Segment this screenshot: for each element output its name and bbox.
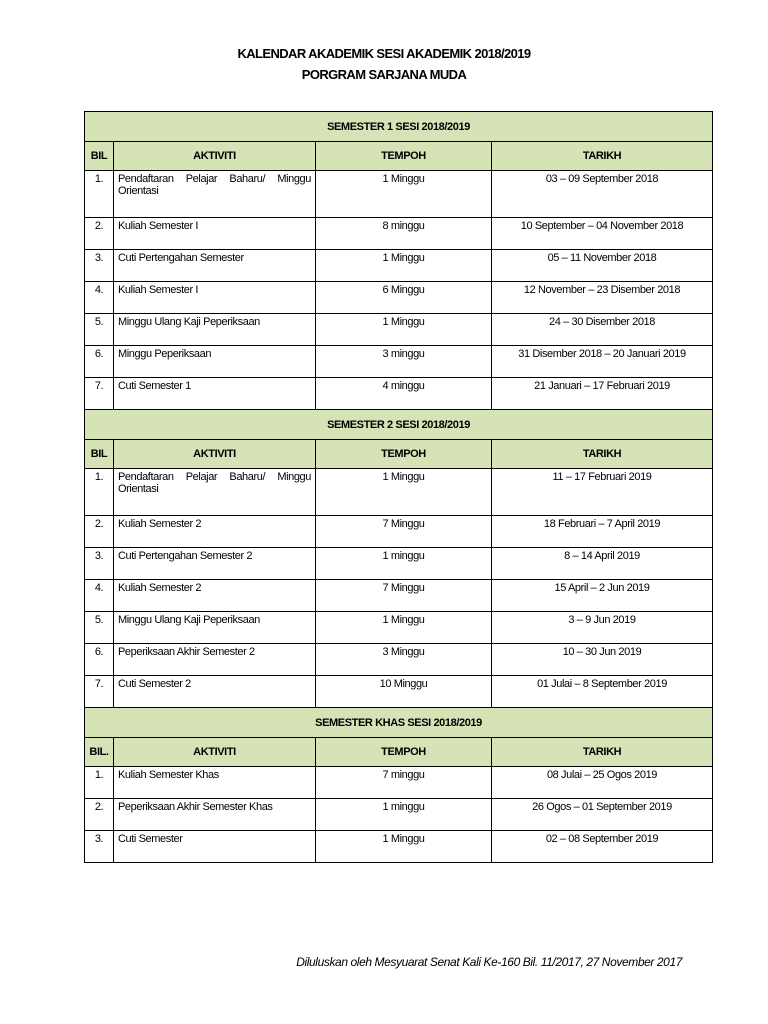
cell-aktiviti: Cuti Pertengahan Semester 2 bbox=[114, 548, 316, 580]
table-row bbox=[85, 282, 713, 314]
table-row bbox=[85, 580, 713, 612]
column-header-bil: BIL. bbox=[85, 738, 114, 767]
cell-aktiviti: Pendaftaran Pelajar Baharu/ Minggu Orientasi bbox=[114, 469, 316, 516]
cell-tempoh: 3 Minggu bbox=[316, 644, 492, 676]
table-row bbox=[85, 767, 713, 799]
cell-bil: 5. bbox=[85, 612, 114, 644]
section-heading: SEMESTER 2 SESI 2018/2019 bbox=[85, 410, 713, 440]
cell-bil: 2. bbox=[85, 516, 114, 548]
cell-aktiviti: Cuti Semester 2 bbox=[114, 676, 316, 708]
cell-aktiviti: Kuliah Semester I bbox=[114, 282, 316, 314]
column-header-tempoh: TEMPOH bbox=[316, 440, 492, 469]
table-row bbox=[85, 516, 713, 548]
cell-tempoh: 1 minggu bbox=[316, 799, 492, 831]
cell-tempoh: 1 Minggu bbox=[316, 250, 492, 282]
column-header-aktiviti: AKTIVITI bbox=[114, 440, 316, 469]
cell-tempoh: 7 Minggu bbox=[316, 580, 492, 612]
cell-tempoh: 3 minggu bbox=[316, 346, 492, 378]
column-header-row bbox=[85, 738, 713, 767]
column-header-tempoh: TEMPOH bbox=[316, 738, 492, 767]
cell-bil: 6. bbox=[85, 644, 114, 676]
document-title: KALENDAR AKADEMIK SESI AKADEMIK 2018/2019 bbox=[237, 46, 531, 61]
cell-tempoh: 7 minggu bbox=[316, 767, 492, 799]
cell-aktiviti: Peperiksaan Akhir Semester 2 bbox=[114, 644, 316, 676]
cell-tarikh: 01 Julai – 8 September 2019 bbox=[492, 676, 713, 708]
table-row bbox=[85, 799, 713, 831]
cell-tempoh: 1 Minggu bbox=[316, 612, 492, 644]
table-row bbox=[85, 612, 713, 644]
cell-tarikh: 08 Julai – 25 Ogos 2019 bbox=[492, 767, 713, 799]
section-heading-row bbox=[85, 112, 713, 142]
section-heading-row bbox=[85, 410, 713, 440]
table-row bbox=[85, 378, 713, 410]
cell-tarikh: 15 April – 2 Jun 2019 bbox=[492, 580, 713, 612]
cell-aktiviti: Minggu Peperiksaan bbox=[114, 346, 316, 378]
cell-aktiviti: Cuti Pertengahan Semester bbox=[114, 250, 316, 282]
column-header-tarikh: TARIKH bbox=[492, 440, 713, 469]
cell-bil: 1. bbox=[85, 767, 114, 799]
cell-tarikh: 10 – 30 Jun 2019 bbox=[492, 644, 713, 676]
column-header-aktiviti: AKTIVITI bbox=[114, 142, 316, 171]
cell-tarikh: 8 – 14 April 2019 bbox=[492, 548, 713, 580]
cell-aktiviti: Kuliah Semester 2 bbox=[114, 580, 316, 612]
cell-bil: 5. bbox=[85, 314, 114, 346]
cell-tarikh: 10 September – 04 November 2018 bbox=[492, 218, 713, 250]
cell-tempoh: 8 minggu bbox=[316, 218, 492, 250]
cell-aktiviti: Kuliah Semester I bbox=[114, 218, 316, 250]
cell-tempoh: 1 Minggu bbox=[316, 314, 492, 346]
cell-tarikh: 05 – 11 November 2018 bbox=[492, 250, 713, 282]
table-row bbox=[85, 250, 713, 282]
column-header-tempoh: TEMPOH bbox=[316, 142, 492, 171]
cell-bil: 2. bbox=[85, 799, 114, 831]
table-row bbox=[85, 644, 713, 676]
cell-aktiviti: Minggu Ulang Kaji Peperiksaan bbox=[114, 612, 316, 644]
cell-tarikh: 12 November – 23 Disember 2018 bbox=[492, 282, 713, 314]
column-header-aktiviti: AKTIVITI bbox=[114, 738, 316, 767]
cell-tarikh: 02 – 08 September 2019 bbox=[492, 831, 713, 863]
cell-bil: 4. bbox=[85, 580, 114, 612]
section-heading: SEMESTER 1 SESI 2018/2019 bbox=[85, 112, 713, 142]
table-row bbox=[85, 831, 713, 863]
table-row bbox=[85, 314, 713, 346]
table-row bbox=[85, 171, 713, 218]
cell-tarikh: 24 – 30 Disember 2018 bbox=[492, 314, 713, 346]
cell-tempoh: 10 Minggu bbox=[316, 676, 492, 708]
table-row bbox=[85, 218, 713, 250]
cell-tempoh: 1 Minggu bbox=[316, 171, 492, 218]
column-header-tarikh: TARIKH bbox=[492, 738, 713, 767]
cell-tarikh: 31 Disember 2018 – 20 Januari 2019 bbox=[492, 346, 713, 378]
cell-bil: 7. bbox=[85, 378, 114, 410]
cell-bil: 2. bbox=[85, 218, 114, 250]
cell-bil: 3. bbox=[85, 831, 114, 863]
cell-aktiviti: Cuti Semester 1 bbox=[114, 378, 316, 410]
cell-tarikh: 3 – 9 Jun 2019 bbox=[492, 612, 713, 644]
cell-bil: 4. bbox=[85, 282, 114, 314]
column-header-bil: BIL bbox=[85, 440, 114, 469]
cell-tempoh: 7 Minggu bbox=[316, 516, 492, 548]
section-heading-row bbox=[85, 708, 713, 738]
cell-aktiviti: Pendaftaran Pelajar Baharu/ Minggu Orientasi bbox=[114, 171, 316, 218]
cell-aktiviti: Kuliah Semester Khas bbox=[114, 767, 316, 799]
cell-aktiviti: Minggu Ulang Kaji Peperiksaan bbox=[114, 314, 316, 346]
cell-bil: 1. bbox=[85, 171, 114, 218]
cell-bil: 1. bbox=[85, 469, 114, 516]
cell-tempoh: 1 Minggu bbox=[316, 469, 492, 516]
section-heading: SEMESTER KHAS SESI 2018/2019 bbox=[85, 708, 713, 738]
table-row bbox=[85, 676, 713, 708]
cell-aktiviti: Kuliah Semester 2 bbox=[114, 516, 316, 548]
cell-bil: 3. bbox=[85, 548, 114, 580]
cell-tarikh: 11 – 17 Februari 2019 bbox=[492, 469, 713, 516]
academic-calendar-table bbox=[84, 111, 713, 863]
cell-tarikh: 18 Februari – 7 April 2019 bbox=[492, 516, 713, 548]
column-header-row bbox=[85, 440, 713, 469]
cell-tempoh: 1 minggu bbox=[316, 548, 492, 580]
table-row bbox=[85, 346, 713, 378]
approval-footnote: Diluluskan oleh Mesyuarat Senat Kali Ke-160 Bil. 11/2017, 27 November 2017 bbox=[296, 955, 682, 969]
column-header-row bbox=[85, 142, 713, 171]
cell-tarikh: 26 Ogos – 01 September 2019 bbox=[492, 799, 713, 831]
table-row bbox=[85, 469, 713, 516]
cell-tarikh: 21 Januari – 17 Februari 2019 bbox=[492, 378, 713, 410]
cell-tempoh: 4 minggu bbox=[316, 378, 492, 410]
cell-aktiviti: Peperiksaan Akhir Semester Khas bbox=[114, 799, 316, 831]
cell-bil: 6. bbox=[85, 346, 114, 378]
cell-tarikh: 03 – 09 September 2018 bbox=[492, 171, 713, 218]
cell-tempoh: 1 Minggu bbox=[316, 831, 492, 863]
cell-tempoh: 6 Minggu bbox=[316, 282, 492, 314]
cell-aktiviti: Cuti Semester bbox=[114, 831, 316, 863]
cell-bil: 3. bbox=[85, 250, 114, 282]
table-row bbox=[85, 548, 713, 580]
cell-bil: 7. bbox=[85, 676, 114, 708]
column-header-tarikh: TARIKH bbox=[492, 142, 713, 171]
document-subtitle: PORGRAM SARJANA MUDA bbox=[301, 67, 467, 82]
column-header-bil: BIL bbox=[85, 142, 114, 171]
